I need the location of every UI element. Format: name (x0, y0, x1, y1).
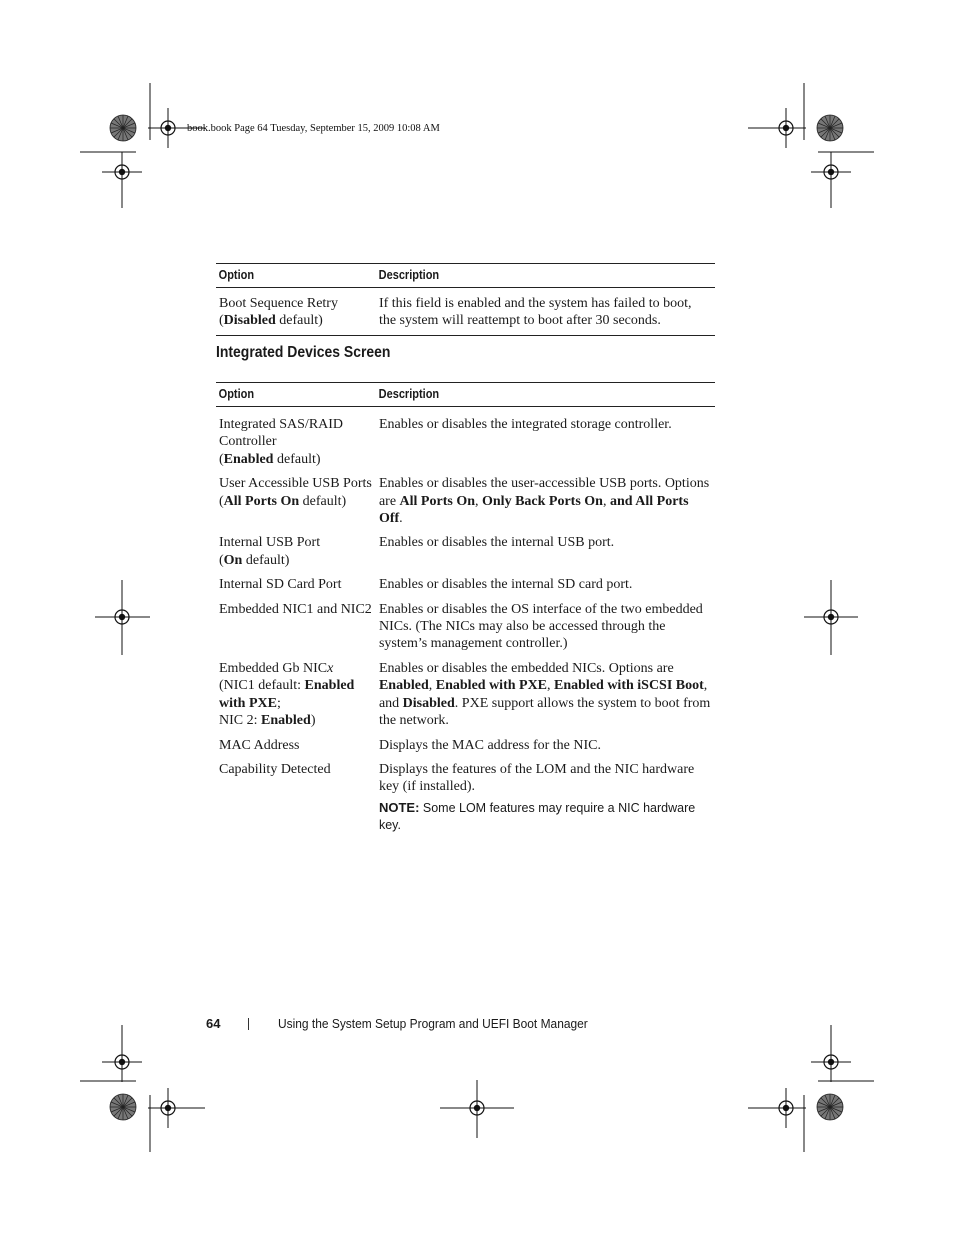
table-row (216, 761, 715, 841)
table-header-row (216, 264, 715, 288)
note (379, 799, 712, 834)
option-cell: Embedded Gb NICx (NIC1 default: Enabled with PXE; NIC 2: Enabled) (219, 660, 355, 729)
integrated-devices-table (216, 382, 715, 841)
column-header-description: Description (376, 264, 674, 288)
column-header-option: Option (216, 383, 357, 407)
note-text: Some LOM features may require a NIC hardware key. (378, 800, 696, 832)
table-row (216, 534, 715, 576)
description-cell: Enables or disables the integrated storage controller. (378, 417, 672, 432)
table-row (216, 737, 715, 761)
description-cell: Displays the MAC address for the NIC. (378, 737, 601, 753)
description-cell: Enables or disables the internal USB port. (378, 535, 615, 551)
option-cell: Internal USB Port (On default) (219, 535, 321, 568)
column-header-option: Option (216, 264, 357, 288)
description-cell: Enables or disables the embedded NICs. Options are Enabled, Enabled with PXE, Enabled with iSCSI Boot, and Disabled. PXE support allows the system to boot from the network. (378, 660, 711, 729)
option-cell: Integrated SAS/RAID Controller (Enabled default) (219, 417, 344, 467)
description-cell (376, 761, 715, 841)
description-cell: Enables or disables the internal SD card port. (378, 577, 633, 593)
description-cell: Enables or disables the user-accessible USB ports. Options are All Ports On, Only Back Ports On, and All Ports Off. (378, 476, 710, 527)
option-cell: User Accessible USB Ports (All Ports On default) (219, 476, 372, 509)
print-slug: book.book Page 64 Tuesday, September 15, 2009 10:08 AM (187, 123, 440, 134)
table-row (216, 601, 715, 660)
note-label: NOTE: (378, 799, 420, 815)
table-header-row (216, 383, 715, 407)
option-cell: Internal SD Card Port (219, 577, 342, 593)
description-text: Displays the features of the LOM and the NIC hardware key (if installed). (378, 761, 695, 795)
table-row (216, 475, 715, 534)
table-row (216, 576, 715, 600)
option-cell: MAC Address (219, 737, 300, 753)
option-cell: Embedded NIC1 and NIC2 (219, 601, 372, 617)
option-cell: Capability Detected (219, 761, 331, 777)
column-header-description: Description (376, 383, 674, 407)
table-row (216, 660, 715, 737)
description-cell: If this field is enabled and the system has failed to boot, the system will reattempt to boot after 30 seconds. (376, 288, 715, 336)
section-title: Integrated Devices Screen (216, 344, 391, 361)
chapter-title: Using the System Setup Program and UEFI Boot Manager (278, 1016, 588, 1031)
table-row (216, 407, 715, 476)
description-cell: Enables or disables the OS interface of the two embedded NICs. (The NICs may also be accessed through the system’s management controller.) (378, 601, 703, 652)
page-number: 64 (206, 1016, 221, 1031)
footer-divider (248, 1018, 249, 1030)
boot-settings-table (216, 263, 715, 336)
table-row (216, 288, 715, 336)
option-cell: Boot Sequence Retry (Disabled default) (216, 288, 376, 336)
